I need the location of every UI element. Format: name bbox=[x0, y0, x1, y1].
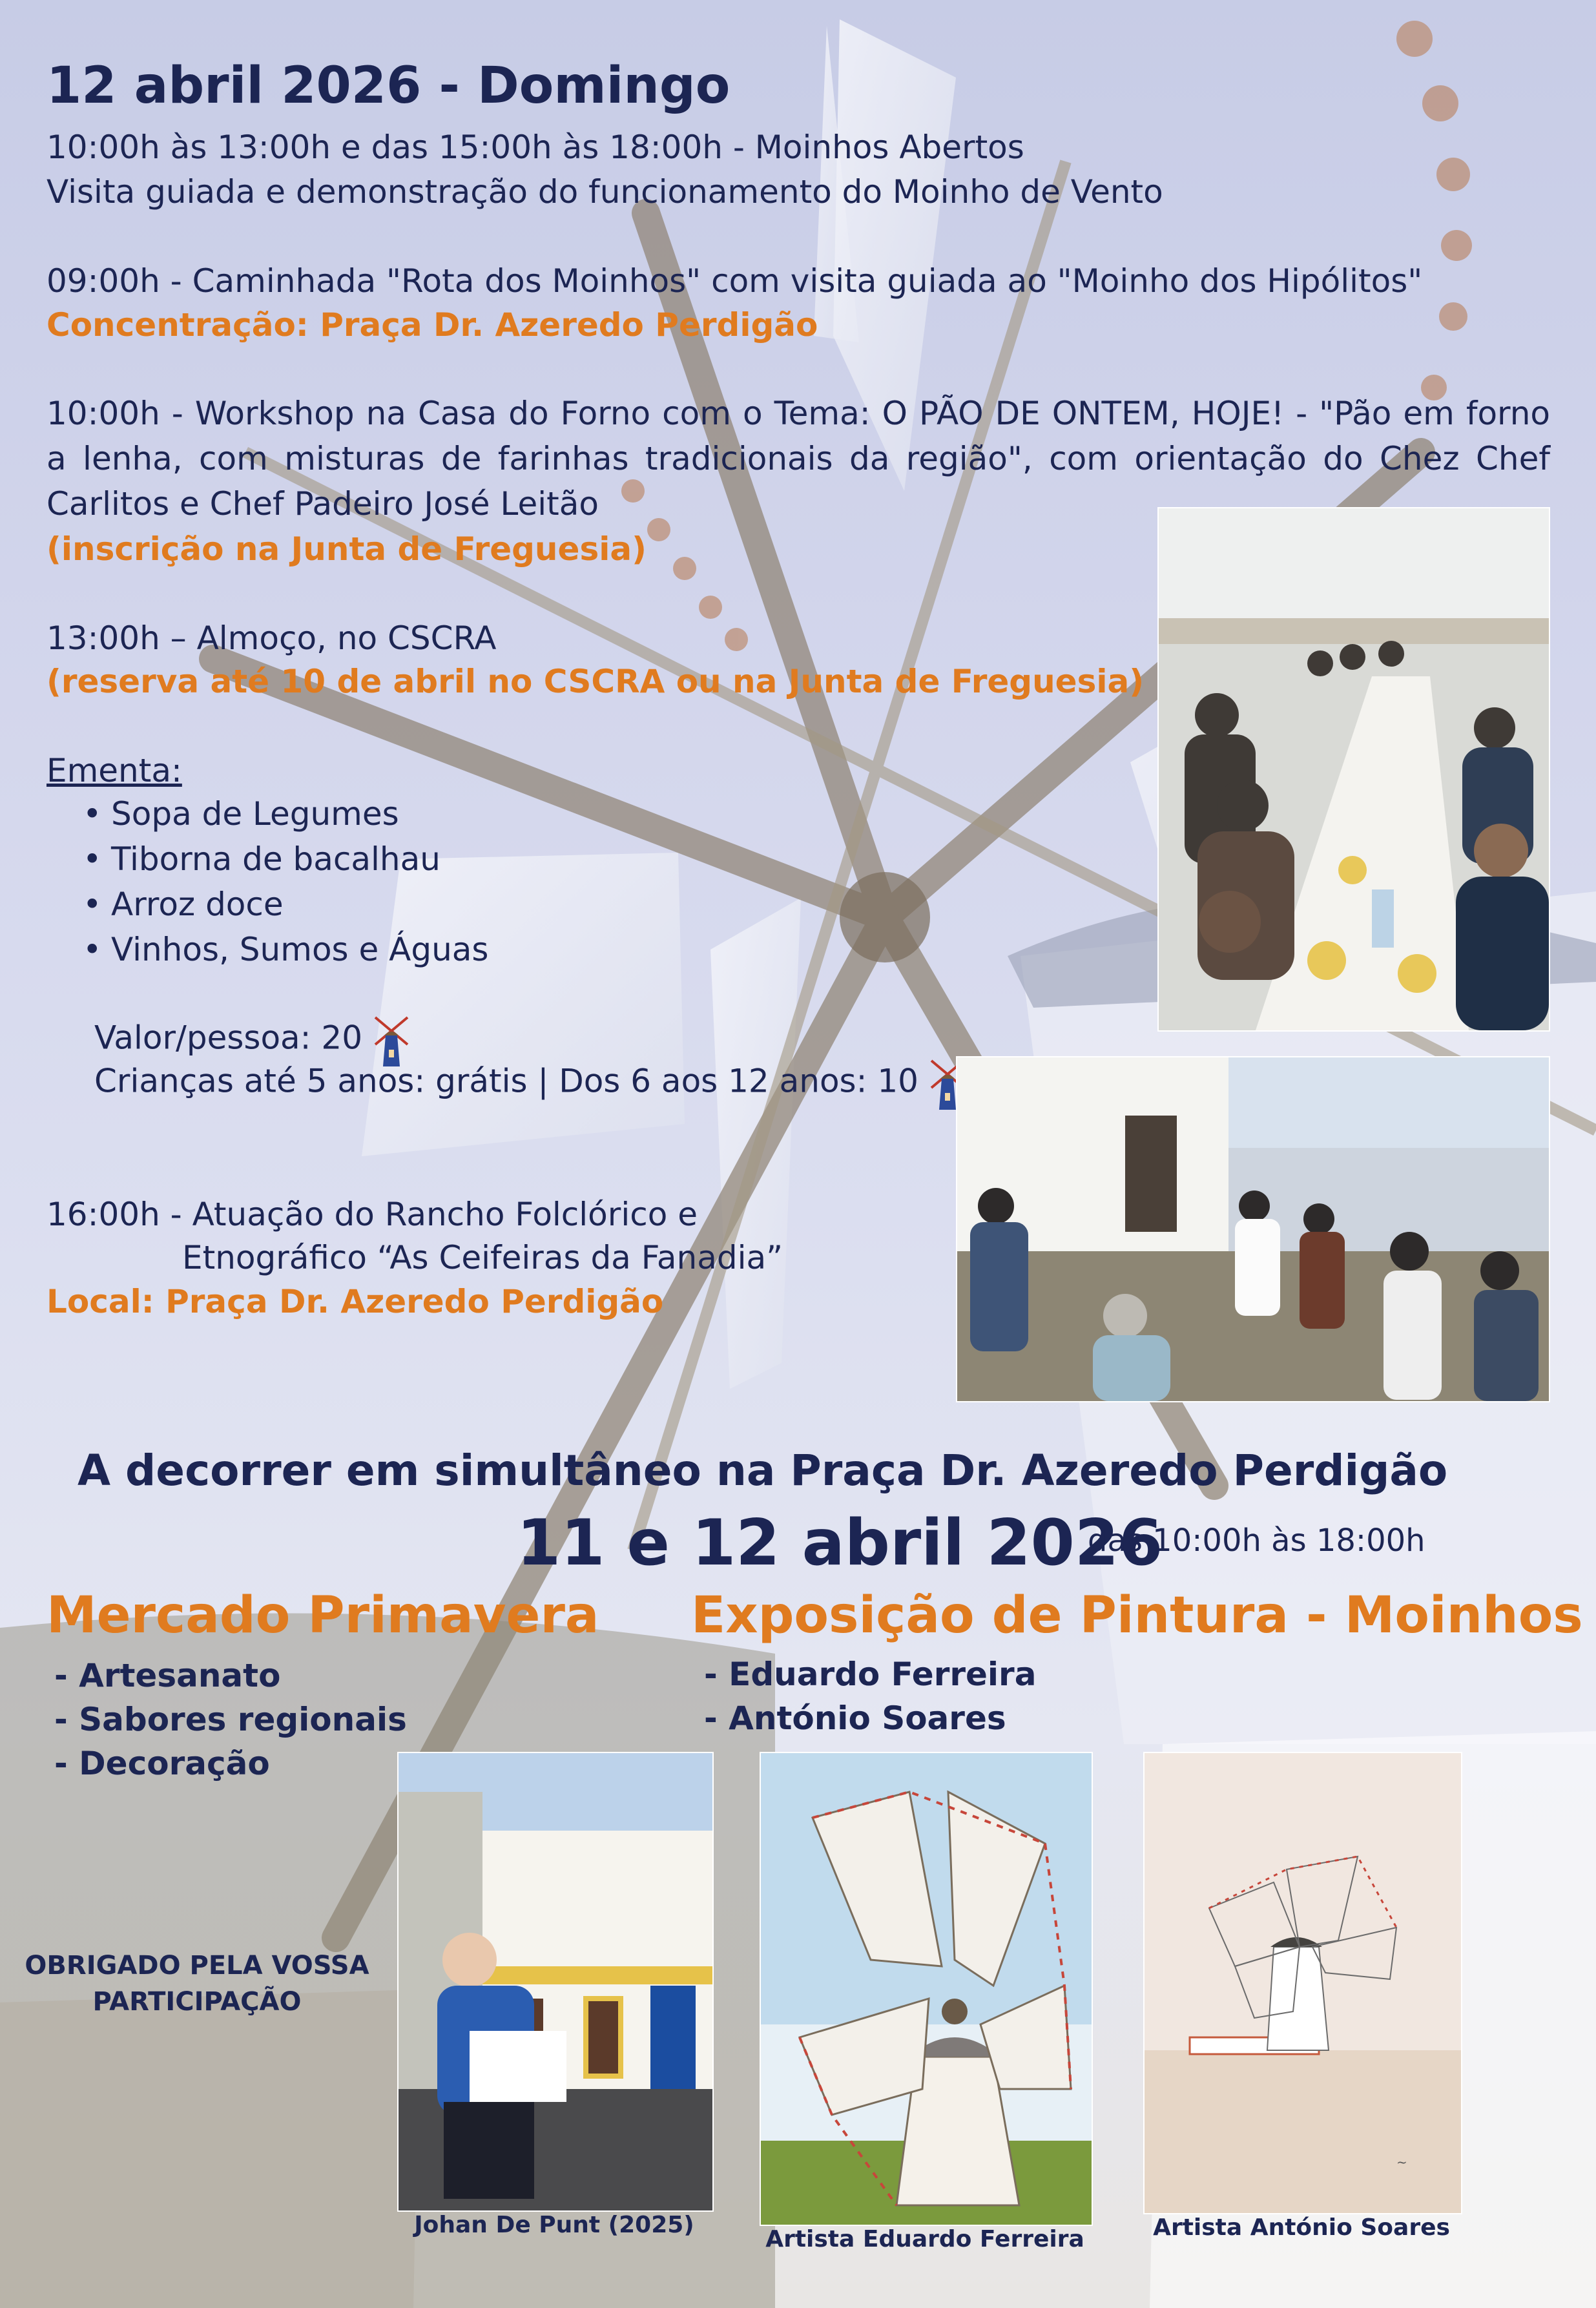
event-day-title: 12 abril 2026 - Domingo bbox=[47, 57, 731, 115]
painting-eduardo bbox=[760, 1752, 1093, 2226]
menu-item: • Vinhos, Sumos e Águas bbox=[111, 927, 488, 972]
artist-name: - António Soares bbox=[704, 1700, 1006, 1737]
photo-caption-antonio: Artista António Soares bbox=[1153, 2214, 1450, 2241]
menu-list bbox=[47, 791, 488, 972]
market-item: - Artesanato bbox=[54, 1657, 281, 1694]
walk-meeting-point: Concentração: Praça Dr. Azeredo Perdigão bbox=[47, 306, 818, 344]
photo-caption-eduardo: Artista Eduardo Ferreira bbox=[765, 2226, 1084, 2252]
simultaneous-dates: 11 e 12 abril 2026 bbox=[517, 1506, 1163, 1580]
children-price bbox=[94, 1054, 966, 1112]
artist-name: - Eduardo Ferreira bbox=[704, 1656, 1037, 1693]
folk-dance-photo-image bbox=[957, 1057, 1549, 1401]
folk-location: Local: Praça Dr. Azeredo Perdigão bbox=[47, 1283, 664, 1320]
price-label: Valor/pessoa: 20 bbox=[94, 1019, 363, 1057]
workshop-text: 10:00h - Workshop na Casa do Forno com o Tema: O PÃO DE ONTEM, HOJE! - "Pão em forno a lenha, com misturas de farinhas tradicionais da região", com orientação do Chez Chef Carlitos e Chef Padeiro José Leitão bbox=[47, 395, 1550, 523]
lunch-text: 13:00h – Almoço, no CSCRA bbox=[47, 619, 497, 657]
walk-text: 09:00h - Caminhada "Rota dos Moinhos" com visita guiada ao "Moinho dos Hipólitos" bbox=[47, 262, 1423, 300]
children-price-label: Crianças até 5 anos: grátis | Dos 6 aos 12 anos: 10 bbox=[94, 1062, 918, 1100]
lunch-photo-image bbox=[1159, 508, 1549, 1030]
simultaneous-hours: das 10:00h às 18:00h bbox=[1088, 1523, 1425, 1559]
mills-open-hours: 10:00h às 13:00h e das 15:00h às 18:00h - Moinhos Abertos bbox=[47, 129, 1024, 166]
painting-antonio bbox=[1143, 1752, 1462, 2214]
exhibition-artists bbox=[704, 1652, 1036, 1740]
menu-item: • Arroz doce bbox=[111, 882, 488, 927]
painter-photo-image bbox=[399, 1753, 712, 2210]
lunch-photo bbox=[1157, 507, 1550, 1032]
menu-title: Ementa: bbox=[47, 752, 182, 789]
folk-dance-photo bbox=[956, 1056, 1550, 1402]
thank-you-message: OBRIGADO PELA VOSSA PARTICIPAÇÃO bbox=[25, 1951, 369, 2017]
market-items bbox=[54, 1654, 407, 1785]
guided-visit-text: Visita guiada e demonstração do funcionamento do Moinho de Vento bbox=[47, 173, 1163, 211]
painting-eduardo-image bbox=[761, 1753, 1092, 2225]
market-item: - Decoração bbox=[54, 1745, 270, 1782]
simultaneous-heading: A decorrer em simultâneo na Praça Dr. Azeredo Perdigão bbox=[78, 1446, 1448, 1495]
lunch-reservation-note: (reserva até 10 de abril no CSCRA ou na Junta de Freguesia) bbox=[47, 663, 1145, 700]
folk-line-2: Etnográfico “As Ceifeiras da Fanadia” bbox=[182, 1239, 783, 1276]
menu-item: • Sopa de Legumes bbox=[111, 791, 488, 837]
folk-line-1: 16:00h - Atuação do Rancho Folclórico e bbox=[47, 1196, 698, 1233]
market-item: - Sabores regionais bbox=[54, 1701, 407, 1738]
exhibition-title: Exposição de Pintura - Moinhos bbox=[691, 1586, 1583, 1645]
menu-item: • Tiborna de bacalhau bbox=[111, 837, 488, 882]
market-title: Mercado Primavera bbox=[47, 1586, 599, 1645]
workshop-registration-note: (inscrição na Junta de Freguesia) bbox=[47, 530, 647, 568]
svg-text:~: ~ bbox=[1396, 2154, 1407, 2170]
photo-caption-johan: Johan De Punt (2025) bbox=[414, 2212, 694, 2238]
painter-photo bbox=[397, 1752, 714, 2212]
painting-antonio-image bbox=[1145, 1753, 1461, 2213]
